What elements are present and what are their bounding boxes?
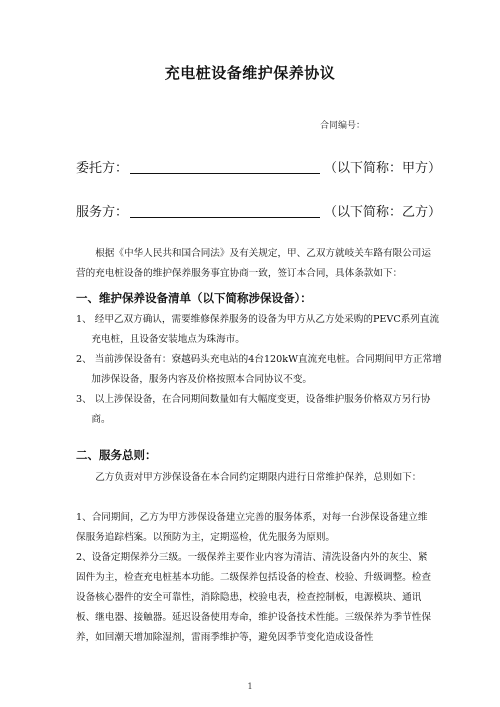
party-b-label: 服务方： xyxy=(76,205,129,220)
party-b-suffix: （以下简称：乙方） xyxy=(324,205,442,220)
page-number: 1 xyxy=(247,682,253,691)
contract-number-label: 合同编号： xyxy=(320,121,366,131)
section-1-item-2: 2、 当前涉保设备有：寮越码头充电站的4台120kW直流充电桩。合同期间甲方正常增加涉保设备，服务内容及价格按照本合同协议不变。 xyxy=(76,354,442,385)
section-1-item-3: 3、 以上涉保设备，在合同期间数量如有大幅度变更，设备维护服务价格双方另行协商。 xyxy=(76,394,431,425)
party-a-label: 委托方： xyxy=(76,161,129,176)
party-b-row xyxy=(76,201,441,220)
party-b-blank-line xyxy=(130,204,320,218)
intro-paragraph: 根据《中华人民共和国合同法》及有关规定，甲、乙双方就岐关车路有限公司运营的充电桩设备的维护保养服务事宜协商一致，签订本合同，具体条款如下： xyxy=(76,248,431,279)
party-a-suffix: （以下简称：甲方） xyxy=(324,161,442,176)
section-2-intro: 乙方负责对甲方涉保设备在本合同约定期限内进行日常维护保养，总则如下： xyxy=(95,472,422,483)
section-1-heading: 一、维护保养设备清单（以下简称涉保设备）： xyxy=(76,291,312,305)
party-a-blank-line xyxy=(130,160,320,174)
section-1-item-1: 1、 经甲乙双方确认，需要维修保养服务的设备为甲方从乙方处采购的PEVC系列直流充电桩，且设备安装地点为珠海市。 xyxy=(76,314,440,345)
section-2-paragraph-2: 2、设备定期保养分三级。一级保养主要作业内容为清洁、清洗设备内外的灰尘、紧固件为主，检查充电桩基本功能。二级保养包括设备的检查、校验、升级调整。检查设备核心器件的安全可靠性，消除隐患，校验电表，检查控制板，电源模块、通讯板、继电器、接触器。延迟设备使用寿命，维护设备技术性能。三级保养为季节性保养，如回潮天增加除湿剂，雷雨季维护等，避免因季节变化造成设备性 xyxy=(76,552,431,643)
section-2-paragraph-1: 1、合同期间，乙方为甲方涉保设备建立完善的服务体系，对每一台涉保设备建立维保服务追踪档案。以预防为主，定期巡检，优先服务为原则。 xyxy=(76,512,428,543)
document-title: 充电桩设备维护保养协议 xyxy=(164,64,336,82)
party-a-row xyxy=(76,157,441,176)
section-2-heading: 二、服务总则： xyxy=(76,448,157,462)
